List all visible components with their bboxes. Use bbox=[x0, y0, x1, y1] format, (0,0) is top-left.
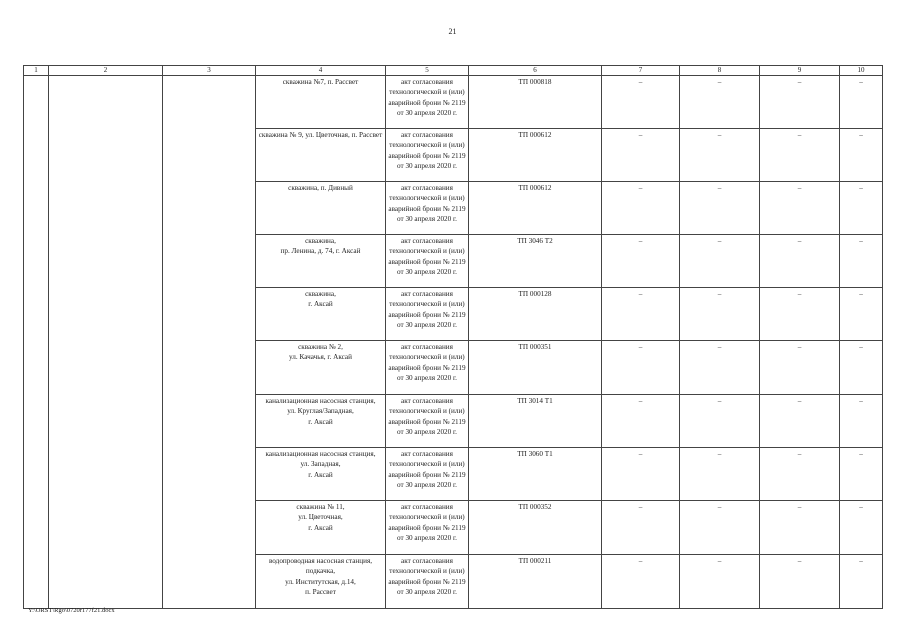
dash-cell: – bbox=[760, 182, 840, 235]
object-name-cell: скважина № 11, ул. Цветочная, г. Аксай bbox=[256, 501, 386, 555]
dash-cell: – bbox=[840, 341, 883, 395]
table-header-row bbox=[24, 66, 883, 76]
dash-cell: – bbox=[760, 501, 840, 555]
substation-cell: ТП 000352 bbox=[469, 501, 602, 555]
dash-cell: – bbox=[760, 395, 840, 448]
data-table bbox=[23, 65, 883, 609]
column-number: 4 bbox=[256, 66, 386, 76]
dash-cell: – bbox=[602, 235, 680, 288]
dash-cell: – bbox=[760, 129, 840, 182]
dash-cell: – bbox=[840, 395, 883, 448]
dash-cell: – bbox=[840, 448, 883, 501]
basis-document-cell: акт согласования технологической и (или) аварийной брони № 2119 от 30 апреля 2020 г. bbox=[386, 341, 469, 395]
dash-cell: – bbox=[840, 129, 883, 182]
dash-cell: – bbox=[602, 76, 680, 129]
dash-cell: – bbox=[760, 288, 840, 341]
dash-cell: – bbox=[840, 288, 883, 341]
column-number: 5 bbox=[386, 66, 469, 76]
substation-cell: ТП 3014 Т1 bbox=[469, 395, 602, 448]
basis-document-cell: акт согласования технологической и (или) аварийной брони № 2119 от 30 апреля 2020 г. bbox=[386, 76, 469, 129]
object-name-cell: водопроводная насосная станция, подкачка, ул. Институтская, д.14, п. Рассвет bbox=[256, 555, 386, 609]
dash-cell: – bbox=[840, 501, 883, 555]
object-name-cell: скважина № 2, ул. Качачья, г. Аксай bbox=[256, 341, 386, 395]
table-row bbox=[24, 76, 883, 129]
dash-cell: – bbox=[680, 448, 760, 501]
column-number: 6 bbox=[469, 66, 602, 76]
merged-cell-col2 bbox=[49, 76, 163, 609]
dash-cell: – bbox=[680, 395, 760, 448]
dash-cell: – bbox=[760, 235, 840, 288]
basis-document-cell: акт согласования технологической и (или) аварийной брони № 2119 от 30 апреля 2020 г. bbox=[386, 288, 469, 341]
object-name-cell: канализационная насосная станция, ул. Западная, г. Аксай bbox=[256, 448, 386, 501]
object-name-cell: скважина, г. Аксай bbox=[256, 288, 386, 341]
column-number: 9 bbox=[760, 66, 840, 76]
substation-cell: ТП 3060 Т1 bbox=[469, 448, 602, 501]
dash-cell: – bbox=[680, 501, 760, 555]
dash-cell: – bbox=[680, 235, 760, 288]
column-number: 7 bbox=[602, 66, 680, 76]
dash-cell: – bbox=[760, 555, 840, 609]
dash-cell: – bbox=[680, 76, 760, 129]
page-number: 21 bbox=[448, 27, 457, 36]
dash-cell: – bbox=[602, 182, 680, 235]
dash-cell: – bbox=[840, 555, 883, 609]
object-name-cell: канализационная насосная станция, ул. Круглая/Западная, г. Аксай bbox=[256, 395, 386, 448]
object-name-cell: скважина № 9, ул. Цветочная, п. Рассвет bbox=[256, 129, 386, 182]
table-body bbox=[24, 76, 883, 609]
substation-cell: ТП 000351 bbox=[469, 341, 602, 395]
dash-cell: – bbox=[760, 76, 840, 129]
dash-cell: – bbox=[602, 448, 680, 501]
column-number: 1 bbox=[24, 66, 49, 76]
substation-cell: ТП 3046 Т2 bbox=[469, 235, 602, 288]
substation-cell: ТП 000128 bbox=[469, 288, 602, 341]
merged-cell-col3 bbox=[163, 76, 256, 609]
basis-document-cell: акт согласования технологической и (или) аварийной брони № 2119 от 30 апреля 2020 г. bbox=[386, 448, 469, 501]
dash-cell: – bbox=[760, 341, 840, 395]
dash-cell: – bbox=[602, 395, 680, 448]
dash-cell: – bbox=[840, 182, 883, 235]
dash-cell: – bbox=[680, 288, 760, 341]
dash-cell: – bbox=[602, 501, 680, 555]
substation-cell: ТП 000211 bbox=[469, 555, 602, 609]
object-name-cell: скважина, п. Дивный bbox=[256, 182, 386, 235]
column-number: 3 bbox=[163, 66, 256, 76]
substation-cell: ТП 000612 bbox=[469, 182, 602, 235]
dash-cell: – bbox=[602, 129, 680, 182]
merged-cell-col1 bbox=[24, 76, 49, 609]
substation-cell: ТП 000612 bbox=[469, 129, 602, 182]
column-number: 2 bbox=[49, 66, 163, 76]
basis-document-cell: акт согласования технологической и (или) аварийной брони № 2119 от 30 апреля 2020 г. bbox=[386, 129, 469, 182]
column-number: 10 bbox=[840, 66, 883, 76]
dash-cell: – bbox=[680, 182, 760, 235]
basis-document-cell: акт согласования технологической и (или) аварийной брони № 2119 от 30 апреля 2020 г. bbox=[386, 182, 469, 235]
dash-cell: – bbox=[602, 288, 680, 341]
basis-document-cell: акт согласования технологической и (или) аварийной брони № 2119 от 30 апреля 2020 г. bbox=[386, 235, 469, 288]
object-name-cell: скважина, пр. Ленина, д. 74, г. Аксай bbox=[256, 235, 386, 288]
dash-cell: – bbox=[840, 76, 883, 129]
basis-document-cell: акт согласования технологической и (или) аварийной брони № 2119 от 30 апреля 2020 г. bbox=[386, 555, 469, 609]
dash-cell: – bbox=[680, 555, 760, 609]
dash-cell: – bbox=[840, 235, 883, 288]
dash-cell: – bbox=[602, 341, 680, 395]
dash-cell: – bbox=[602, 555, 680, 609]
column-number: 8 bbox=[680, 66, 760, 76]
basis-document-cell: акт согласования технологической и (или) аварийной брони № 2119 от 30 апреля 2020 г. bbox=[386, 395, 469, 448]
dash-cell: – bbox=[680, 341, 760, 395]
substation-cell: ТП 000818 bbox=[469, 76, 602, 129]
object-name-cell: скважина №7, п. Рассвет bbox=[256, 76, 386, 129]
dash-cell: – bbox=[680, 129, 760, 182]
basis-document-cell: акт согласования технологической и (или) аварийной брони № 2119 от 30 апреля 2020 г. bbox=[386, 501, 469, 555]
footer-file-path: Y:\ORST\Rgo\0720r177f21.docx bbox=[28, 607, 115, 614]
dash-cell: – bbox=[760, 448, 840, 501]
